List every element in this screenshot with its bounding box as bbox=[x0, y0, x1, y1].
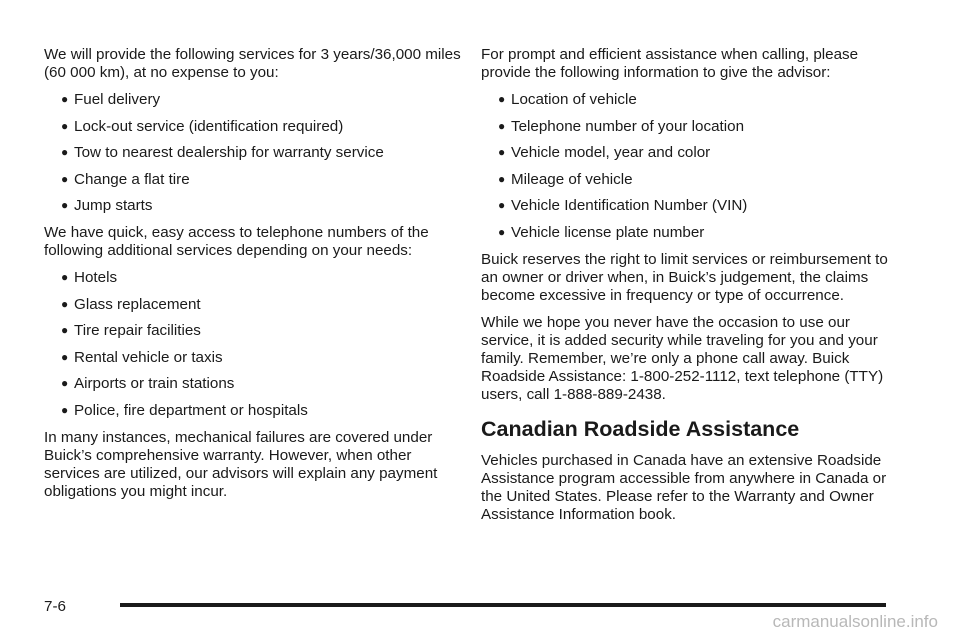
bullet-icon: ● bbox=[61, 323, 69, 338]
bullet-icon: ● bbox=[61, 349, 69, 364]
list-item: ● Airports or train stations bbox=[61, 375, 235, 393]
list-item: ● Hotels bbox=[61, 268, 118, 286]
list-item: ● Vehicle model, year and color bbox=[498, 144, 711, 162]
page-number: 7-6 bbox=[44, 598, 66, 615]
bullet-icon: ● bbox=[61, 145, 69, 160]
bullet-icon: ● bbox=[498, 171, 506, 186]
additional-list bbox=[44, 269, 464, 420]
list-item: ● Rental vehicle or taxis bbox=[61, 348, 223, 366]
list-item: ● Tire repair facilities bbox=[61, 322, 201, 340]
info-intro: For prompt and efficient assistance when calling, please provide the following information to give the advisor: bbox=[481, 46, 859, 81]
list-item: ● Mileage of vehicle bbox=[498, 170, 633, 188]
list-item: ● Vehicle Identification Number (VIN) bbox=[498, 197, 748, 215]
bullet-icon: ● bbox=[61, 198, 69, 213]
bullet-icon: ● bbox=[498, 198, 506, 213]
services-intro: We will provide the following services for 3 years/36,000 miles (60 000 km), at no expense to you: bbox=[44, 46, 461, 81]
reserve-paragraph: Buick reserves the right to limit services or reimbursement to an owner or driver when, in Buick’s judgement, the claims become excessive in frequency or type of occurrence. bbox=[481, 250, 888, 304]
right-column bbox=[481, 46, 901, 533]
hope-paragraph: While we hope you never have the occasion to use our service, it is added security while traveling for you and your family. Remember, we’re only a phone call away. Buick Roadside Assistance: 1-800-252-1112, text telephone (TTY) users, call 1-888-889-2438. bbox=[481, 313, 884, 403]
bullet-icon: ● bbox=[61, 92, 69, 106]
list-item: ● Change a flat tire bbox=[61, 170, 190, 188]
info-list bbox=[481, 91, 901, 242]
footer-rule bbox=[120, 603, 886, 607]
list-item: ● Tow to nearest dealership for warranty service bbox=[61, 144, 384, 162]
canada-paragraph: Vehicles purchased in Canada have an extensive Roadside Assistance program accessible from anywhere in Canada or the United States. Please refer to the Warranty and Owner Assistance Information book. bbox=[481, 451, 887, 523]
bullet-icon: ● bbox=[498, 118, 506, 133]
bullet-icon: ● bbox=[61, 269, 69, 284]
list-item: ● Vehicle license plate number bbox=[498, 223, 705, 241]
list-item: ● Glass replacement bbox=[61, 295, 201, 313]
bullet-icon: ● bbox=[61, 296, 69, 311]
list-item: ● Lock-out service (identification required) bbox=[61, 117, 344, 135]
list-item: ● Police, fire department or hospitals bbox=[61, 401, 308, 419]
services-list bbox=[44, 91, 464, 215]
bullet-icon: ● bbox=[498, 224, 506, 239]
bullet-icon: ● bbox=[498, 92, 506, 106]
additional-intro: We have quick, easy access to telephone numbers of the following additional services depending on your needs: bbox=[44, 223, 429, 259]
left-column bbox=[44, 46, 464, 510]
list-item: ● Location of vehicle bbox=[498, 91, 637, 108]
list-item: ● Fuel delivery bbox=[61, 91, 161, 108]
bullet-icon: ● bbox=[61, 376, 69, 391]
list-item: ● Telephone number of your location bbox=[498, 117, 745, 135]
bullet-icon: ● bbox=[498, 145, 506, 160]
bullet-icon: ● bbox=[61, 171, 69, 186]
bullet-icon: ● bbox=[61, 402, 69, 417]
list-item: ● Jump starts bbox=[61, 197, 153, 215]
section-heading: Canadian Roadside Assistance bbox=[481, 416, 800, 441]
watermark: carmanualsonline.info bbox=[772, 612, 938, 631]
bullet-icon: ● bbox=[61, 118, 69, 133]
warranty-paragraph: In many instances, mechanical failures are covered under Buick’s comprehensive warranty. However, when other services are utilized, our advisors will explain any payment obligations you might incur. bbox=[44, 428, 438, 500]
